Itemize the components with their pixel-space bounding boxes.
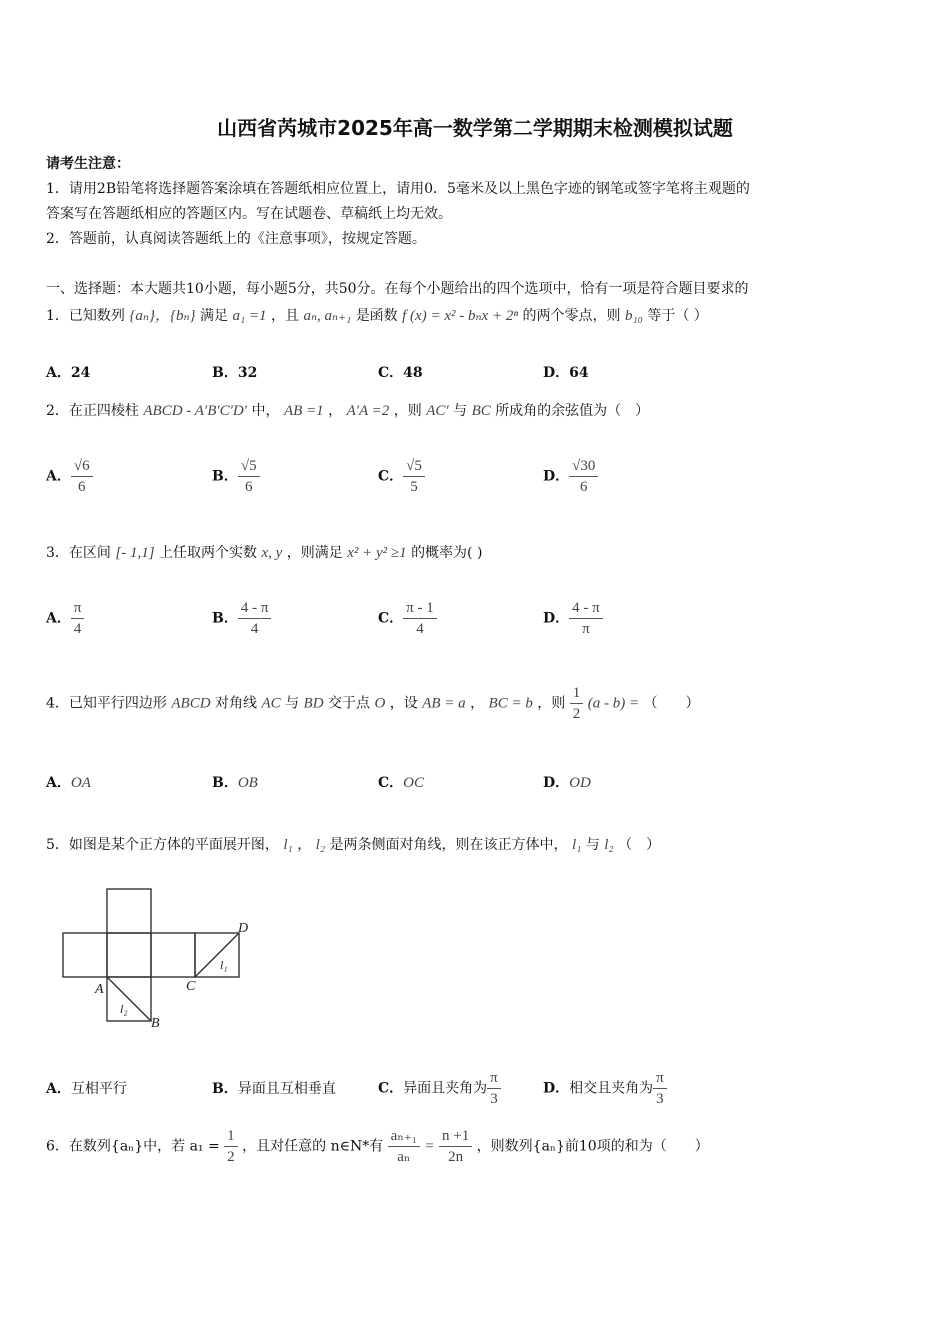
q2-text: 中，: [251, 403, 280, 419]
q2-text: ，: [328, 403, 343, 419]
notice-heading: 请考生注意：: [46, 156, 130, 172]
q4-text: 对角线: [215, 695, 257, 712]
q1-option-b[interactable]: B．32: [212, 365, 258, 381]
q5-option-d[interactable]: D．相交且夹角为 $\frac{\pi}{3}$: [543, 1068, 667, 1109]
q4-math: O: [374, 695, 386, 712]
q3-option-d[interactable]: D． $\frac{4 - \pi}{\pi}$: [543, 598, 603, 639]
q4-text: 交于点: [327, 695, 370, 712]
q5-math: l₁: [571, 837, 582, 853]
cube-net-figure: [40, 880, 270, 1040]
q1-text: 是函数: [355, 308, 398, 324]
q1-option-a[interactable]: A．24: [46, 365, 91, 381]
question-4: [46, 683, 700, 724]
q2-math: BC: [471, 403, 491, 419]
diagonal-l1: [195, 933, 239, 977]
q2-option-a[interactable]: A． $\frac{√6}{6}$: [46, 456, 93, 497]
q1-math: {aₙ}，{bₙ}: [129, 308, 196, 324]
q4-option-d[interactable]: D．OD: [543, 775, 591, 791]
q6-fraction-a1: $\frac{1}{2}$: [224, 1126, 238, 1167]
q2-math: AC′: [426, 403, 449, 419]
q4-math: AB = a: [422, 695, 466, 712]
q4-math: BD: [303, 695, 324, 712]
q4-math: AC: [261, 695, 281, 712]
q5-math: l₂: [315, 837, 326, 853]
q5-text: ，: [297, 837, 312, 853]
net-face-right: [151, 933, 195, 977]
q5-text: 5．如图是某个正方体的平面展开图，: [46, 837, 279, 853]
q4-fraction: $\frac{1}{2}$: [570, 683, 584, 724]
notice-line-1b: 答案写在答题纸相应的答题区内。写在试题卷、草稿纸上均无效。: [46, 206, 452, 222]
question-2: [46, 400, 649, 420]
question-3: [46, 542, 482, 562]
figure-label-a: A: [95, 982, 104, 997]
q6-math: =: [424, 1138, 435, 1155]
q3-text: 的概率为( ): [411, 545, 483, 561]
q4-text: ，设: [389, 695, 418, 712]
q4-math: ABCD: [171, 695, 211, 712]
q5-text: 是两条侧面对角线，则在该正方体中，: [329, 837, 568, 853]
q3-text: 上任取两个实数: [159, 545, 257, 561]
q4-text: ，: [470, 695, 485, 712]
notice-line-1: 1．请用2B铅笔将选择题答案涂填在答题纸相应位置上，请用0．5毫米及以上黑色字迹的钢笔或签字笔将主观题的: [46, 181, 750, 197]
figure-label-d: D: [238, 921, 249, 936]
q2-text: 所成角的余弦值为（ ）: [495, 403, 650, 419]
q6-text: ，则数列{aₙ}前10项的和为（ ）: [476, 1138, 709, 1155]
q4-math: BC = b: [488, 695, 533, 712]
q4-option-c[interactable]: C．OC: [378, 775, 424, 791]
q6-text: 6．在数列{aₙ}中，若 a₁ =: [46, 1138, 220, 1155]
q3-math: [- 1,1]: [115, 545, 155, 561]
page-title: 山西省芮城市2025年高一数学第二学期期末检测模拟试题: [217, 116, 733, 140]
q1-text: 满足: [199, 308, 228, 324]
q5-option-a[interactable]: A．互相平行: [46, 1081, 127, 1097]
q1-math: aₙ, aₙ₊₁: [303, 308, 352, 324]
q1-text: 等于（ ）: [647, 308, 708, 324]
figure-label-c: C: [186, 979, 196, 994]
q3-option-a[interactable]: A． $\frac{\pi}{4}$: [46, 598, 84, 639]
q3-math: x² + y² ≥1: [347, 545, 407, 561]
q1-text: 的两个零点，则: [522, 308, 621, 324]
figure-label-b: B: [151, 1016, 160, 1031]
q3-option-b[interactable]: B． $\frac{4 - \pi}{4}$: [212, 598, 271, 639]
q6-fraction-rhs: $\frac{n +1}{2n}$: [439, 1126, 472, 1167]
q5-option-b[interactable]: B．异面且互相垂直: [212, 1081, 336, 1097]
q1-math: f (x) = x² - bₙx + 2ⁿ: [402, 308, 519, 324]
question-5: [46, 834, 660, 854]
q2-option-b[interactable]: B． $\frac{√5}{6}$: [212, 456, 260, 497]
q1-option-d[interactable]: D．64: [543, 365, 589, 381]
q1-math: a₁ =1: [232, 308, 267, 324]
net-face-top: [107, 889, 151, 933]
q3-text: 3．在区间: [46, 545, 111, 561]
q4-option-b[interactable]: B．OB: [212, 775, 258, 791]
q5-math: l₂: [604, 837, 614, 853]
q5-text: （ ）: [618, 837, 661, 853]
question-1: [46, 304, 708, 325]
q5-text: 与: [585, 837, 600, 853]
q2-math: A′A =2: [346, 403, 390, 419]
q2-math: ABCD - A′B′C′D′: [143, 403, 248, 419]
diagonal-l2: [107, 977, 151, 1021]
q1-text: 1．已知数列: [46, 308, 125, 324]
q4-text: ，则: [537, 695, 566, 712]
q6-text: ，且对任意的 n∈N*有: [242, 1138, 384, 1155]
q1-math: b₁₀: [624, 308, 643, 324]
net-face-center: [107, 933, 151, 977]
q2-option-c[interactable]: C． $\frac{√5}{5}$: [378, 456, 425, 497]
q2-math: AB =1: [283, 403, 324, 419]
q3-option-c[interactable]: C． $\frac{\pi - 1}{4}$: [378, 598, 437, 639]
q5-math: l₁: [283, 837, 293, 853]
q3-text: ，则满足: [286, 545, 343, 561]
q2-text: 与: [453, 403, 468, 419]
q4-text: （ ）: [643, 695, 700, 712]
section-heading: 一、选择题：本大题共10小题，每小题5分，共50分。在每个小题给出的四个选项中，恰有一项是符合题目要求的: [46, 281, 749, 297]
q4-text: 4．已知平行四边形: [46, 695, 167, 712]
q6-fraction-ratio: $\frac{\text{aₙ₊₁}}{\text{aₙ}}$: [388, 1126, 420, 1167]
q4-option-a[interactable]: A．OA: [46, 775, 91, 791]
net-face-left: [63, 933, 107, 977]
figure-label-l2: l₂: [120, 1002, 128, 1016]
q3-math: x, y: [261, 545, 283, 561]
question-6: [46, 1126, 709, 1167]
q2-text: 2．在正四棱柱: [46, 403, 139, 419]
figure-label-l1: l₁: [220, 958, 228, 972]
q4-text: 与: [285, 695, 300, 712]
q1-option-c[interactable]: C．48: [378, 365, 423, 381]
q4-math: (a - b) =: [587, 695, 640, 712]
q2-text: ，则: [393, 403, 422, 419]
q2-option-d[interactable]: D． $\frac{√30}{6}$: [543, 456, 598, 497]
q1-text: ，且: [270, 308, 299, 324]
notice-line-2: 2．答题前，认真阅读答题纸上的《注意事项》，按规定答题。: [46, 231, 426, 247]
q5-option-c[interactable]: C．异面且夹角为 $\frac{\pi}{3}$: [378, 1068, 501, 1109]
